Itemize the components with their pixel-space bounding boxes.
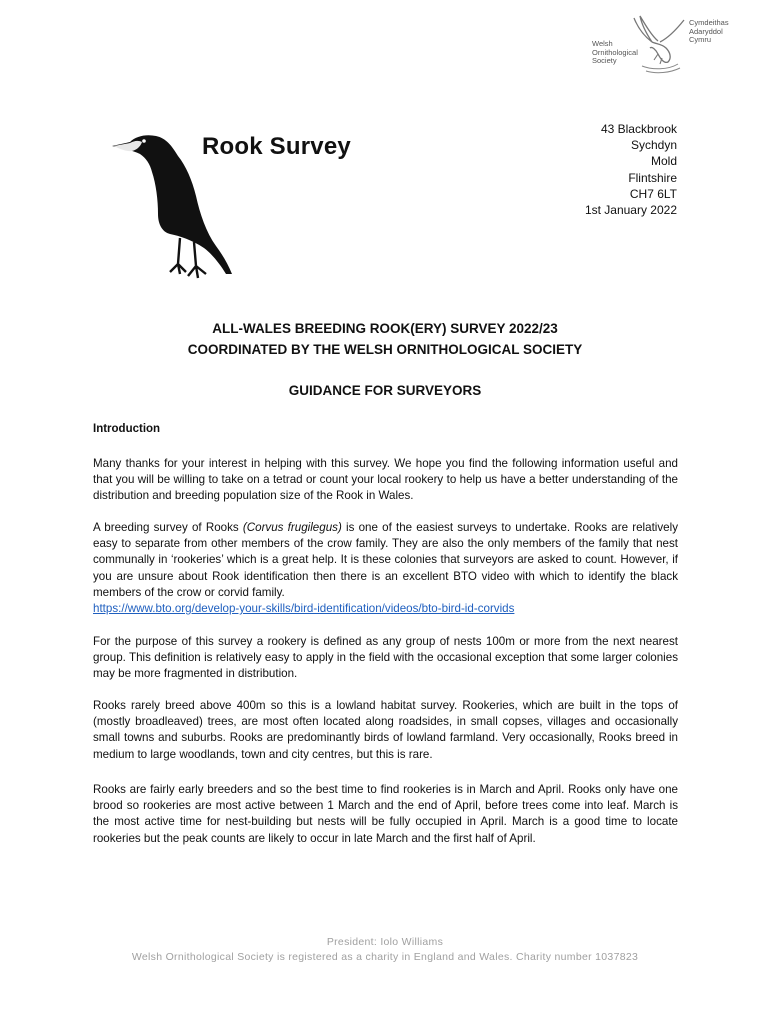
intro-paragraph-3: For the purpose of this survey a rookery is defined as any group of nests 100m or more from the next nearest group. This definition is relatively easy to apply in the field with the occasional exception that some larger colonies may be more fragmented in distribution.	[93, 635, 678, 681]
address-line: Mold	[650, 154, 677, 169]
logo-english-line: Ornithological	[592, 47, 638, 57]
rook-survey-title: Rook Survey	[202, 133, 351, 160]
paragraph-text: A breeding survey of Rooks	[93, 521, 243, 534]
intro-paragraph-4: Rooks rarely breed above 400m so this is a lowland habitat survey. Rookeries, which are built in the tops of (mostly broadleaved) trees, are most often located along roadsides, in small copses, villages and occasionally small towns and suburbs. Rooks are predominantly birds of lowland farmland. Very occasionally, Rooks breed in medium to large woodlands, town and city centres, but this is rare.	[93, 699, 678, 761]
address-line: 43 Blackbrook	[600, 122, 677, 136]
coordinator-heading: COORDINATED BY THE WELSH ORNITHOLOGICAL SOCIETY	[187, 342, 583, 357]
address-line: Flintshire	[628, 170, 677, 185]
guidance-heading: GUIDANCE FOR SURVEYORS	[288, 383, 482, 398]
survey-title: ALL-WALES BREEDING ROOK(ERY) SURVEY 2022/23	[212, 321, 558, 336]
address-line: Sychdyn	[630, 138, 677, 153]
species-latin-name: (Corvus frugilegus)	[242, 521, 342, 534]
logo-welsh-name	[689, 19, 729, 45]
footer-president: President: Iolo Williams	[326, 936, 444, 948]
society-logo	[588, 14, 738, 74]
flying-bird-icon	[628, 14, 690, 74]
sender-address	[585, 121, 677, 218]
bto-video-link[interactable]: https://www.bto.org/develop-your-skills/bird-identification/videos/bto-bird-id-corvids	[93, 602, 515, 616]
logo-english-line: Welsh	[592, 39, 613, 48]
intro-paragraph-1: Many thanks for your interest in helping with this survey. We hope you find the following information useful and that you will be willing to take on a tetrad or count your local rookery to help us have a better understanding of the distribution and breeding population size of the Rook in Wales.	[93, 457, 678, 503]
paragraph-text: is one of the easiest surveys to undertake. Rooks are relatively easy to separate from other members of the crow family. They are also the only members of the family that nest communally in ‘rookeries’ which is a great help. It is these colonies that surveyors are asked to count. However, if you are unsure about Rook identification then there is an excellent BTO video with which to identify the black members of the crow or corvid family.	[93, 521, 678, 599]
letter-date: 1st January 2022	[584, 203, 677, 218]
logo-english-line: Society	[592, 56, 617, 65]
address-postcode: CH7 6LT	[629, 186, 677, 201]
logo-welsh-line: Cymru	[689, 35, 712, 44]
intro-paragraph-5: Rooks are fairly early breeders and so the best time to find rookeries is in March and April. Rooks only have one brood so rookeries are most active between 1 March and the end of April, before trees come into leaf. March is the most active time for nest-building but nests will be fully occupied in April. March is a good time to locate rookeries but the peak counts are likely to occur in late March and the first half of April.	[93, 783, 678, 845]
introduction-heading: Introduction	[93, 423, 161, 435]
footer-charity-note: Welsh Ornithological Society is registered as a charity in England and Wales. Charity number 1037823	[131, 951, 639, 963]
logo-welsh-line: Cymdeithas	[689, 18, 729, 27]
logo-welsh-line: Adaryddol	[689, 26, 723, 36]
intro-paragraph-2	[93, 520, 678, 617]
